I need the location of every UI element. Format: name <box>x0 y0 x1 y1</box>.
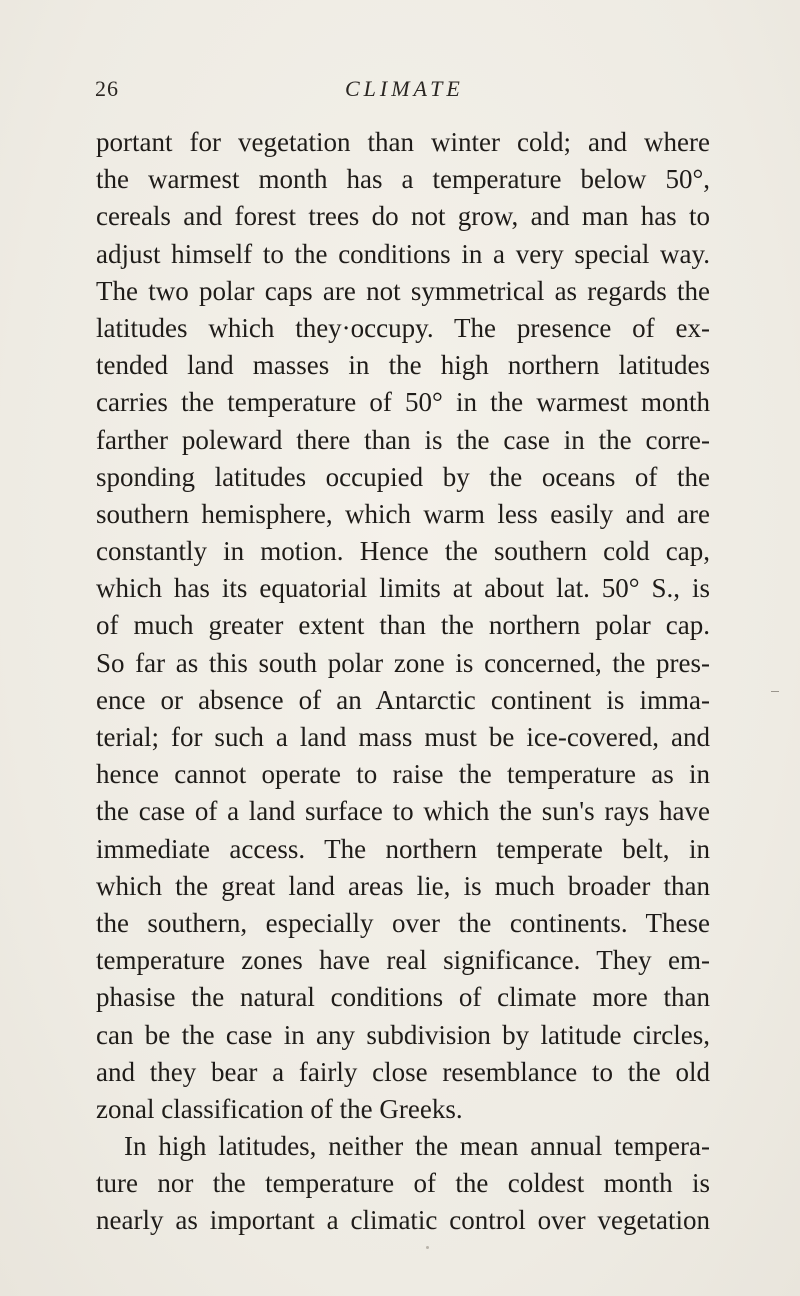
text-line: phasise the natural conditions of climate more than <box>96 982 710 1013</box>
text-line: can be the case in any subdivision by latitude circles, <box>96 1019 710 1050</box>
body-text <box>96 124 710 1240</box>
text-line: temperature zones have real significance. They em- <box>96 945 710 976</box>
text-line: portant for vegetation than winter cold; and where <box>96 127 710 157</box>
text-line: southern hemisphere, which warm less easily and are <box>96 498 710 529</box>
text-line: ture nor the temperature of the coldest month is <box>96 1168 710 1199</box>
text-line: cereals and forest trees do not grow, and man has to <box>96 201 710 232</box>
text-line: immediate access. The northern temperate belt, in <box>96 833 710 864</box>
text-line: which has its equatorial limits at about lat. 50° S., is <box>96 573 710 604</box>
paragraph-start-line: In high latitudes, neither the mean annual tempera- <box>124 1131 710 1162</box>
text-line: carries the temperature of 50° in the warmest month <box>96 387 710 418</box>
text-line: nearly as important a climatic control over vegetation <box>96 1205 710 1236</box>
paper-speck <box>426 1246 429 1249</box>
text-line: tended land masses in the high northern latitudes <box>96 350 710 381</box>
text-line: adjust himself to the conditions in a very special way. <box>96 238 710 269</box>
text-line: The two polar caps are not symmetrical as regards the <box>96 275 710 306</box>
running-title: CLIMATE <box>345 76 464 101</box>
text-line: sponding latitudes occupied by the oceans of the <box>96 461 710 492</box>
text-line: So far as this south polar zone is concerned, the pres- <box>96 647 710 678</box>
running-head <box>0 76 800 106</box>
text-line: latitudes which they·occupy. The presence of ex- <box>96 312 710 343</box>
page-number: 26 <box>95 76 119 101</box>
text-line: and they bear a fairly close resemblance to the old <box>96 1056 710 1087</box>
text-line: the southern, especially over the continents. These <box>96 907 710 938</box>
text-line: of much greater extent than the northern polar cap. <box>96 610 710 641</box>
text-line: which the great land areas lie, is much broader than <box>96 870 710 901</box>
text-line: ence or absence of an Antarctic continent is imma- <box>96 684 710 715</box>
text-line: hence cannot operate to raise the temperature as in <box>96 759 710 790</box>
text-line: the case of a land surface to which the sun's rays have <box>96 796 710 827</box>
text-line: constantly in motion. Hence the southern cold cap, <box>96 536 710 567</box>
text-line: zonal classification of the Greeks. <box>96 1093 463 1124</box>
text-line: the warmest month has a temperature below 50°, <box>96 164 710 195</box>
margin-mark <box>771 691 779 692</box>
text-line: farther poleward there than is the case in the corre- <box>96 424 710 455</box>
text-line: terial; for such a land mass must be ice-covered, and <box>96 722 710 752</box>
